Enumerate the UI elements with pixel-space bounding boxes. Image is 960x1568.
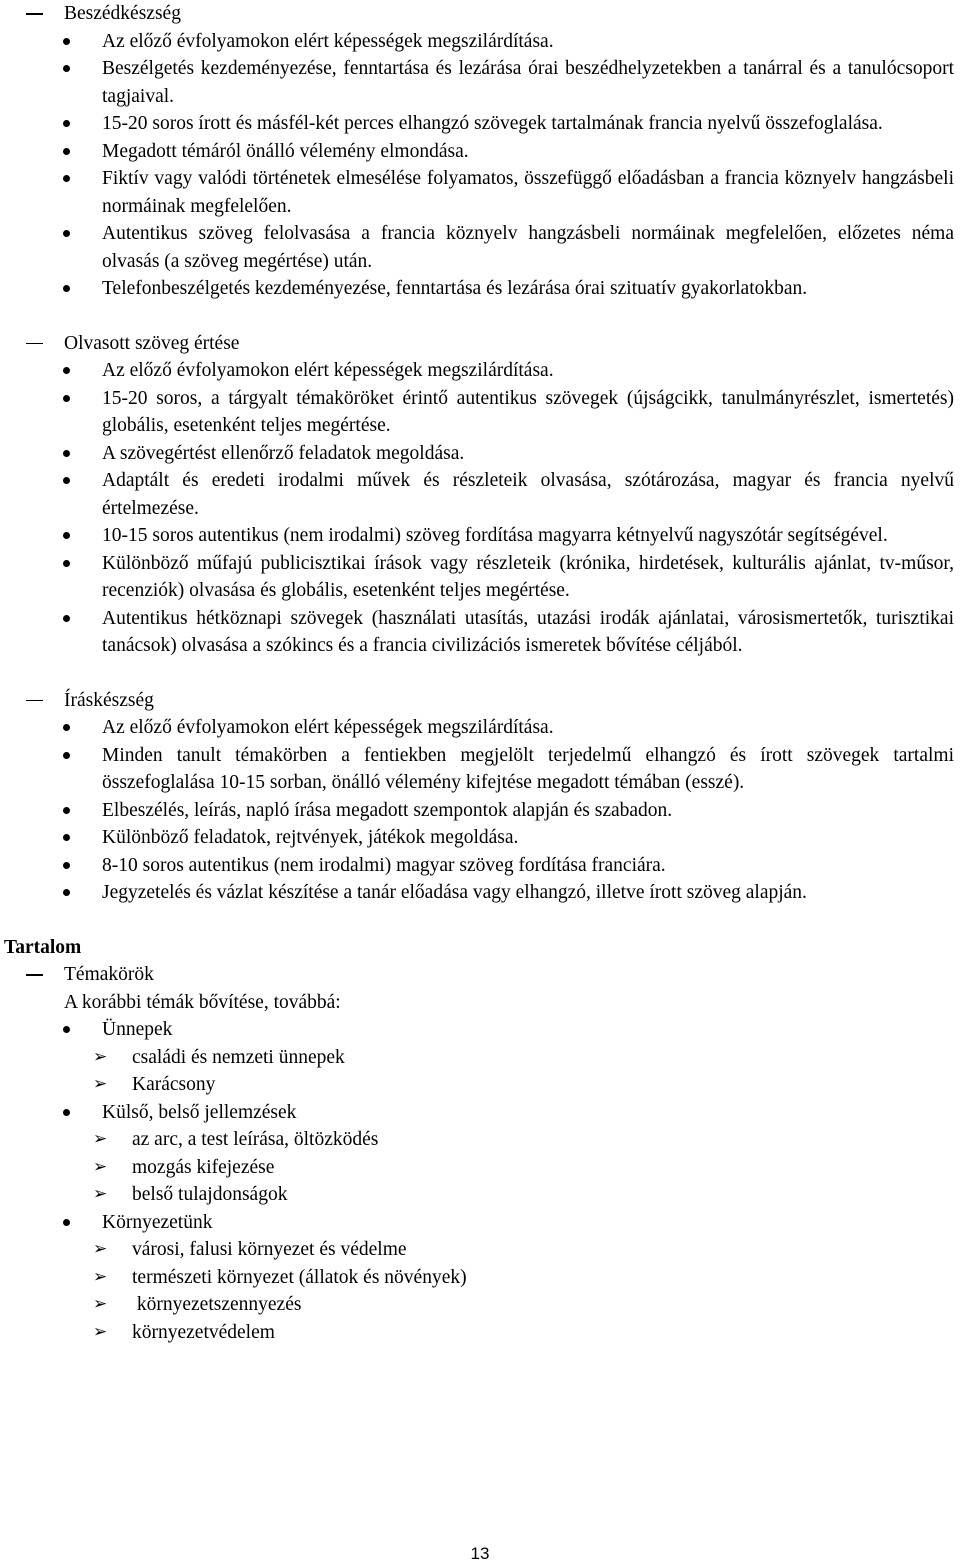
subtopic-list	[0, 1126, 960, 1209]
arrowhead-icon: ➢	[93, 1266, 108, 1287]
topic-list	[0, 1016, 960, 1044]
bullet-icon	[63, 175, 70, 182]
dash-marker	[26, 13, 43, 15]
list-item: 10-15 soros autentikus (nem irodalmi) szöveg fordítása magyarra kétnyelvű nagyszótár segítségével.	[0, 522, 960, 550]
list-item: Elbeszélés, leírás, napló írása megadott szempontok alapján és szabadon.	[0, 797, 960, 825]
content-subtitle: Témakörök	[64, 964, 154, 985]
arrowhead-icon: ➢	[93, 1074, 108, 1094]
bullet-icon	[63, 834, 70, 841]
arrowhead-icon: ➢	[93, 1184, 108, 1204]
subtopic-list	[0, 1044, 960, 1099]
bullet-icon	[63, 395, 70, 402]
topic-list	[0, 1209, 960, 1237]
list-item: Beszélgetés kezdeményezése, fenntartása és lezárása órai beszédhelyzetekben a tanárral és a tanulócsoport tagjaival.	[0, 55, 960, 110]
section-title: Beszédkészség	[64, 3, 181, 24]
section-heading	[0, 330, 960, 358]
page-number: 13	[470, 1544, 490, 1563]
list-item: A szövegértést ellenőrző feladatok megoldása.	[0, 440, 960, 468]
bullet-list	[0, 357, 960, 660]
section-tartalom	[0, 934, 960, 1347]
list-item: Az előző évfolyamokon elért képességek megszilárdítása.	[0, 714, 960, 742]
bullet-icon	[63, 450, 70, 457]
section-olvasott-szoveg-ertese	[0, 330, 960, 660]
bullet-icon	[63, 807, 70, 814]
bullet-icon	[63, 862, 70, 869]
list-item: 15-20 soros írott és másfél-két perces elhangzó szövegek tartalmának francia nyelvű összefoglalása.	[0, 110, 960, 138]
bullet-icon	[63, 615, 70, 622]
content-subtitle-row	[0, 961, 960, 989]
bullet-icon	[63, 230, 70, 237]
bullet-icon	[63, 1026, 70, 1033]
bullet-icon	[63, 367, 70, 374]
bullet-icon	[63, 38, 70, 45]
dash-marker	[26, 974, 43, 976]
subtopic-item: ➢ környezetvédelem	[0, 1319, 960, 1347]
section-iraskeszseg	[0, 687, 960, 907]
section-heading	[0, 687, 960, 715]
dash-marker	[26, 343, 43, 345]
arrowhead-icon: ➢	[93, 1321, 108, 1342]
subtopic-item: ➢ városi, falusi környezet és védelme	[0, 1236, 960, 1264]
bullet-icon	[63, 120, 70, 127]
bullet-list	[0, 714, 960, 907]
bullet-icon	[63, 532, 70, 539]
topic-item: Külső, belső jellemzések	[0, 1099, 960, 1127]
bullet-list	[0, 28, 960, 303]
section-title: Olvasott szöveg értése	[64, 332, 240, 354]
subtopic-item: ➢ családi és nemzeti ünnepek	[0, 1044, 960, 1072]
bullet-icon	[63, 889, 70, 896]
section-heading	[0, 0, 960, 28]
subtopic-item: ➢ az arc, a test leírása, öltözködés	[0, 1126, 960, 1154]
dash-marker	[26, 700, 43, 702]
subtopic-item: ➢ belső tulajdonságok	[0, 1181, 960, 1209]
bullet-icon	[63, 1109, 70, 1116]
subtopic-item: ➢ környezetszennyezés	[0, 1291, 960, 1319]
subtopic-item: ➢ Karácsony	[0, 1071, 960, 1099]
arrowhead-icon: ➢	[93, 1294, 108, 1314]
list-item: Különböző feladatok, rejtvények, játékok megoldása.	[0, 824, 960, 852]
subtopic-item: ➢ természeti környezet (állatok és növények)	[0, 1264, 960, 1292]
list-item: 15-20 soros, a tárgyalt témaköröket érintő autentikus szövegek (újságcikk, tanulmányrészlet, ismertetés) globális, esetenként teljes megértése.	[0, 385, 960, 440]
section-beszedkeszseg	[0, 0, 960, 303]
bullet-icon	[63, 148, 70, 155]
list-item: Telefonbeszélgetés kezdeményezése, fenntartása és lezárása órai szituatív gyakorlatokban.	[0, 275, 960, 303]
section-title: Íráskészség	[64, 689, 154, 711]
bullet-icon	[63, 560, 70, 567]
content-heading: Tartalom	[4, 936, 82, 958]
subtopic-list	[0, 1236, 960, 1346]
topic-item: Környezetünk	[0, 1209, 960, 1237]
subtopic-item: ➢ mozgás kifejezése	[0, 1154, 960, 1182]
list-item: 8-10 soros autentikus (nem irodalmi) magyar szöveg fordítása franciára.	[0, 852, 960, 880]
list-item: Autentikus hétköznapi szövegek (használati utasítás, utazási irodák ajánlatai, városismertetők, turisztikai tanácsok) olvasása a szókincs és a francia civilizációs ismeretek bővítése céljából.	[0, 605, 960, 660]
content-intro: A korábbi témák bővítése, továbbá:	[64, 991, 341, 1013]
bullet-icon	[63, 477, 70, 484]
arrowhead-icon: ➢	[93, 1239, 108, 1259]
bullet-icon	[63, 724, 70, 731]
bullet-icon	[63, 1219, 70, 1226]
list-item: Adaptált és eredeti irodalmi művek és részleteik olvasása, szótározása, magyar és francia nyelvű értelmezése.	[0, 467, 960, 522]
list-item: Autentikus szöveg felolvasása a francia köznyelv hangzásbeli normáinak megfelelően, előzetes néma olvasás (a szöveg megértése) után.	[0, 220, 960, 275]
topic-item: Ünnepek	[0, 1016, 960, 1044]
list-item: Az előző évfolyamokon elért képességek megszilárdítása.	[0, 28, 960, 56]
list-item: Jegyzetelés és vázlat készítése a tanár előadása vagy elhangzó, illetve írott szöveg alapján.	[0, 879, 960, 907]
arrowhead-icon: ➢	[93, 1129, 108, 1149]
list-item: Fiktív vagy valódi történetek elmesélése folyamatos, összefüggő előadásban a francia köznyelv hangzásbeli normáinak megfelelően.	[0, 165, 960, 220]
list-item: Megadott témáról önálló vélemény elmondása.	[0, 138, 960, 166]
arrowhead-icon: ➢	[93, 1156, 108, 1177]
bullet-icon	[63, 65, 70, 72]
list-item: Minden tanult témakörben a fentiekben megjelölt terjedelmű elhangzó és írott szövegek tartalmi összefoglalása 10-15 sorban, önálló vélemény kifejtése megadott témában (esszé).	[0, 742, 960, 797]
bullet-icon	[63, 752, 70, 759]
arrowhead-icon: ➢	[93, 1046, 108, 1067]
list-item: Az előző évfolyamokon elért képességek megszilárdítása.	[0, 357, 960, 385]
list-item: Különböző műfajú publicisztikai írások vagy részleteik (krónika, hirdetések, kulturális ajánlat, tv-műsor, recenziók) olvasása és globális, esetenként teljes megértése.	[0, 550, 960, 605]
topic-list	[0, 1099, 960, 1127]
bullet-icon	[63, 285, 70, 292]
